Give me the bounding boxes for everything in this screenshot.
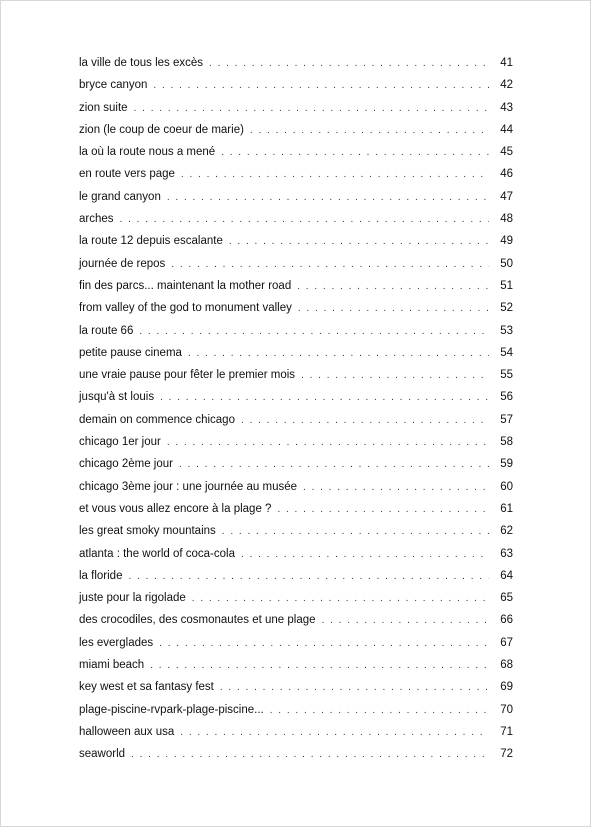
toc-entry-title: une vraie pause pour fêter le premier mois — [79, 369, 296, 382]
toc-entry — [79, 189, 513, 211]
toc-entry — [79, 144, 513, 166]
toc-dot-leader — [222, 524, 489, 540]
toc-entry-page-number: 69 — [500, 681, 513, 694]
toc-dot-leader — [180, 725, 489, 741]
toc-entry — [79, 367, 513, 389]
toc-entry — [79, 77, 513, 99]
toc-entry-page-number: 50 — [500, 257, 513, 270]
toc-entry-title: atlanta : the world of coca-cola — [79, 547, 235, 560]
toc-entry-page-number: 57 — [500, 413, 513, 426]
toc-dot-leader — [250, 123, 489, 139]
toc-dot-leader — [220, 680, 489, 696]
toc-entry-title: jusqu'à st louis — [79, 391, 155, 404]
toc-dot-leader — [301, 368, 489, 384]
toc-entry — [79, 568, 513, 590]
toc-entry — [79, 635, 513, 657]
toc-entry-title: juste pour la rigolade — [79, 592, 186, 605]
toc-dot-leader — [181, 167, 489, 183]
toc-entry-page-number: 48 — [500, 213, 513, 226]
toc-dot-leader — [270, 703, 489, 719]
toc-entry-title: key west et sa fantasy fest — [79, 681, 214, 694]
toc-dot-leader — [188, 346, 489, 362]
toc-dot-leader — [150, 658, 489, 674]
toc-entry-title: la route 66 — [79, 324, 134, 337]
toc-dot-leader — [171, 257, 489, 273]
toc-entry-title: en route vers page — [79, 168, 175, 181]
toc-entry — [79, 746, 513, 768]
toc-entry-page-number: 61 — [500, 502, 513, 515]
toc-entry — [79, 546, 513, 568]
toc-entry — [79, 456, 513, 478]
toc-entry — [79, 100, 513, 122]
toc-entry — [79, 724, 513, 746]
toc-dot-leader — [192, 591, 489, 607]
toc-entry-page-number: 72 — [500, 748, 513, 761]
toc-entry-title: halloween aux usa — [79, 725, 175, 738]
toc-dot-leader — [241, 413, 489, 429]
toc-entry-page-number: 70 — [500, 703, 513, 716]
toc-entry — [79, 501, 513, 523]
toc-dot-leader — [134, 101, 489, 117]
toc-entry — [79, 166, 513, 188]
toc-entry-title: la où la route nous a mené — [79, 146, 216, 159]
toc-dot-leader — [298, 301, 489, 317]
toc-entry-page-number: 51 — [500, 279, 513, 292]
toc-entry — [79, 412, 513, 434]
toc-dot-leader — [229, 234, 489, 250]
toc-entry — [79, 679, 513, 701]
table-of-contents — [79, 55, 513, 769]
toc-dot-leader — [167, 435, 489, 451]
toc-entry-page-number: 66 — [500, 614, 513, 627]
toc-entry — [79, 612, 513, 634]
toc-entry-title: chicago 3ème jour : une journée au musée — [79, 480, 298, 493]
toc-entry-title: demain on commence chicago — [79, 413, 235, 426]
toc-entry-title: les great smoky mountains — [79, 525, 216, 538]
toc-dot-leader — [241, 547, 489, 563]
toc-dot-leader — [277, 502, 489, 518]
toc-entry — [79, 122, 513, 144]
toc-entry-title: arches — [79, 213, 114, 226]
toc-entry-page-number: 46 — [500, 168, 513, 181]
toc-entry-page-number: 52 — [500, 302, 513, 315]
toc-entry — [79, 657, 513, 679]
toc-dot-leader — [139, 324, 489, 340]
toc-entry-title: seaworld — [79, 748, 126, 761]
toc-entry-page-number: 59 — [500, 458, 513, 471]
toc-entry-page-number: 58 — [500, 436, 513, 449]
toc-entry-page-number: 53 — [500, 324, 513, 337]
toc-entry — [79, 389, 513, 411]
toc-dot-leader — [128, 569, 489, 585]
toc-dot-leader — [209, 56, 489, 72]
toc-entry-page-number: 54 — [500, 346, 513, 359]
toc-entry-title: from valley of the god to monument valley — [79, 302, 292, 315]
toc-entry-page-number: 71 — [500, 725, 513, 738]
toc-entry-page-number: 49 — [500, 235, 513, 248]
toc-entry-page-number: 56 — [500, 391, 513, 404]
toc-entry-title: zion (le coup de coeur de marie) — [79, 123, 244, 136]
toc-dot-leader — [167, 190, 489, 206]
toc-entry — [79, 702, 513, 724]
toc-dot-leader — [153, 78, 489, 94]
toc-entry — [79, 256, 513, 278]
toc-entry-title: et vous vous allez encore à la plage ? — [79, 502, 272, 515]
toc-entry-title: petite pause cinema — [79, 346, 182, 359]
toc-entry-title: des crocodiles, des cosmonautes et une plage — [79, 614, 316, 627]
toc-dot-leader — [120, 212, 489, 228]
toc-dot-leader — [221, 145, 489, 161]
toc-entry — [79, 233, 513, 255]
toc-entry-title: miami beach — [79, 659, 145, 672]
toc-entry-title: chicago 2ème jour — [79, 458, 173, 471]
toc-entry-page-number: 47 — [500, 190, 513, 203]
toc-entry — [79, 55, 513, 77]
toc-entry-page-number: 63 — [500, 547, 513, 560]
toc-entry-title: zion suite — [79, 101, 128, 114]
toc-entry-page-number: 68 — [500, 659, 513, 672]
toc-entry-page-number: 60 — [500, 480, 513, 493]
toc-entry-title: la route 12 depuis escalante — [79, 235, 223, 248]
toc-entry — [79, 278, 513, 300]
toc-entry — [79, 590, 513, 612]
toc-entry — [79, 434, 513, 456]
toc-entry-title: chicago 1er jour — [79, 436, 161, 449]
toc-dot-leader — [159, 636, 489, 652]
toc-entry-page-number: 65 — [500, 592, 513, 605]
toc-entry — [79, 211, 513, 233]
toc-entry — [79, 479, 513, 501]
toc-dot-leader — [303, 480, 489, 496]
toc-entry — [79, 345, 513, 367]
toc-entry-page-number: 45 — [500, 146, 513, 159]
toc-dot-leader — [322, 613, 489, 629]
toc-entry-title: la ville de tous les excès — [79, 57, 204, 69]
toc-entry-title: les everglades — [79, 636, 154, 649]
toc-dot-leader — [160, 390, 489, 406]
toc-entry-page-number: 55 — [500, 369, 513, 382]
toc-entry-page-number: 43 — [500, 101, 513, 114]
toc-dot-leader — [179, 457, 489, 473]
toc-entry-title: bryce canyon — [79, 79, 148, 92]
toc-entry — [79, 300, 513, 322]
toc-entry-page-number: 44 — [500, 123, 513, 136]
toc-entry-title: plage-piscine-rvpark-plage-piscine... — [79, 703, 264, 716]
toc-dot-leader — [297, 279, 489, 295]
toc-entry-page-number: 41 — [500, 57, 513, 69]
toc-dot-leader — [131, 747, 489, 763]
toc-entry-title: le grand canyon — [79, 190, 161, 203]
toc-entry-title: journée de repos — [79, 257, 166, 270]
toc-entry — [79, 523, 513, 545]
toc-entry-page-number: 64 — [500, 569, 513, 582]
toc-entry-page-number: 42 — [500, 79, 513, 92]
toc-entry — [79, 323, 513, 345]
toc-entry-page-number: 67 — [500, 636, 513, 649]
toc-entry-title: la floride — [79, 569, 123, 582]
toc-entry-title: fin des parcs... maintenant la mother road — [79, 279, 292, 292]
toc-entry-page-number: 62 — [500, 525, 513, 538]
